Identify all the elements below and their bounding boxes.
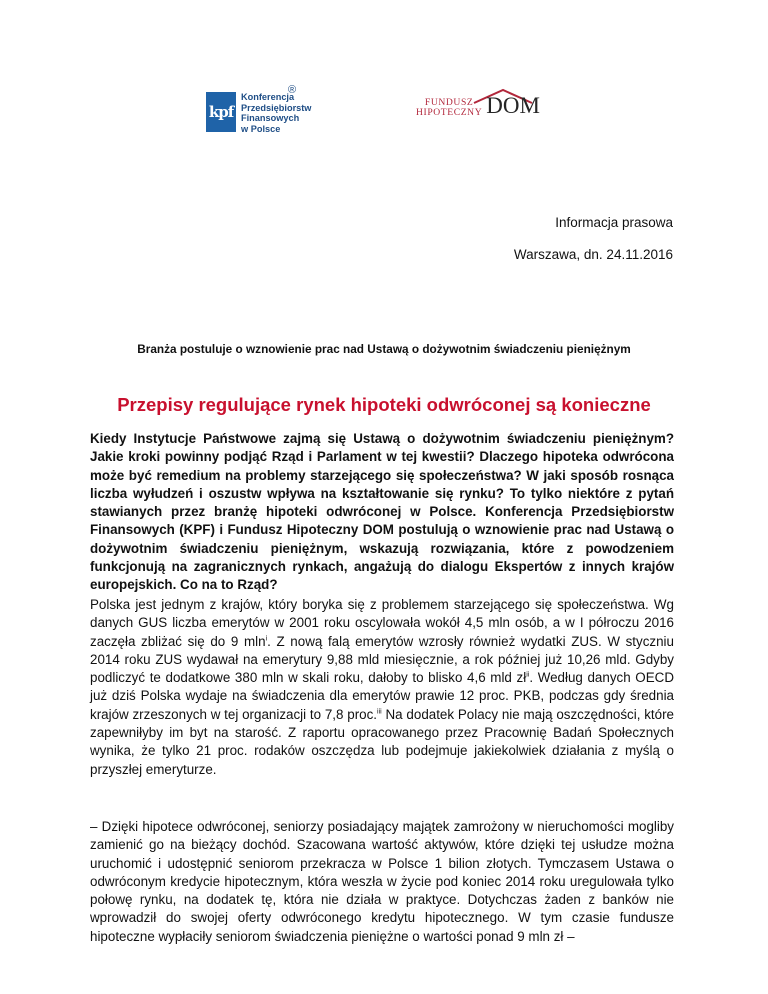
- para1-text-b: . Z nową falą emerytów wzrosły również wydatki ZUS. W styczniu 2014 roku ZUS wydawał na emerytury 9,88 mld miesięcznie, a rok później już 10,26 mld. Gdyby podliczyć te dodatkowe 380 mln w skali roku, dałoby to blisko 4,6 mld zł: [90, 633, 674, 686]
- press-release-label: Informacja prasowa: [555, 215, 673, 230]
- body-paragraph-1: [90, 596, 674, 779]
- document-title: Przepisy regulujące rynek hipoteki odwróconej są konieczne: [117, 394, 651, 415]
- para1-text-c: . Według danych OECD już dziś Polska wydaje na świadczenia dla emerytów prawie 12 proc. PKB, podczas gdy średnia krajów zrzeszonych w tej organizacji to 7,8 proc.: [90, 670, 674, 722]
- fhd-logo-line1: FUNDUSZ: [424, 97, 474, 108]
- para1-text-a: Polska jest jednym z krajów, który boryka się z problemem starzejącego się społeczeństwa. Wg danych GUS liczba emerytów w 2001 roku oscylowała wokół 4,5 mln osób, a w I półroczu 2016 zaczęła zbliżać się do 9 mln: [90, 597, 674, 649]
- kpf-logo-line: Finansowych: [241, 113, 300, 124]
- kpf-logo: [206, 84, 312, 134]
- logos-header: [0, 86, 768, 146]
- body-paragraph-2: – Dzięki hipotece odwróconej, seniorzy posiadający majątek zamrożony w nieruchomości mogliby zamienić go na bieżący dochód. Szacowana wartość aktywów, które dzięki tej usłudze można uruchomić i udostępnić seniorom przekracza w Polsce 1 bilion złotych. Tymczasem Ustawa o odwróconym kredycie hipotecznym, która weszła w życie pod koniec 2014 roku uregulowała tylko połowę rynku, na dodatek tę, która nie działa w praktyce. Dotychczas żaden z banków nie wprowadził do swojej oferty odwróconego kredytu hipotecznego. W tym czasie fundusze hipoteczne wypłaciły seniorom świadczenia pieniężne o wartości ponad 9 mln zł –: [90, 819, 674, 944]
- kpf-logo-line: Konferencja: [241, 92, 295, 102]
- kpf-logo-mark: kpf: [206, 92, 236, 132]
- footnote-ref-i: i: [265, 635, 268, 643]
- para1-text-d: Na dodatek Polacy nie mają oszczędności, które zapewniłyby im byt na starość. Z raportu opracowanego przez Pracownię Badań Społecznych wynika, że tylko 21 proc. rodaków oszczędza lub podejmuje jakiekolwiek działania z myślą o przyszłej emeryturze.: [90, 706, 674, 777]
- document-subtitle: Branża postuluje o wznowienie prac nad Ustawą o dożywotnim świadczeniu pieniężnym: [137, 342, 631, 356]
- fhd-logo: [416, 94, 540, 118]
- footnote-ref-iii: iii: [377, 708, 382, 716]
- fhd-logo-text: [416, 98, 482, 118]
- kpf-logo-text: [241, 92, 311, 134]
- kpf-logo-line: Przedsiębiorstw: [241, 102, 312, 113]
- kpf-logo-line: w Polsce: [241, 123, 281, 134]
- registered-mark: ®: [288, 84, 297, 96]
- fhd-logo-line2: HIPOTECZNY: [416, 107, 483, 118]
- footnote-ref-ii: ii: [526, 671, 530, 679]
- lead-paragraph: Kiedy Instytucje Państwowe zajmą się Ustawą o dożywotnim świadczeniu pieniężnym? Jakie kroki powinny podjąć Rząd i Parlament w tej kwestii? Dlaczego hipoteka odwrócona może być remedium na problemy starzejącego się społeczeństwa? W jaki sposób rosnąca liczba wyłudzeń i oszustw wpływa na kształtowanie się rynku? To tylko niektóre z pytań stawianych przez branżę hipoteki odwróconej w Polsce. Konferencja Przedsiębiorstw Finansowych (KPF) i Fundusz Hipoteczny DOM postulują o wznowienie prac nad Ustawą o dożywotnim świadczeniu pieniężnym, wskazują rozwiązania, które z powodzeniem funkcjonują na zagranicznych rynkach, angażują do dialogu Ekspertów z innych krajów europejskich. Co na to Rząd?: [90, 431, 674, 593]
- fhd-logo-dom: DOM: [486, 93, 540, 118]
- place-date: Warszawa, dn. 24.11.2016: [513, 247, 673, 262]
